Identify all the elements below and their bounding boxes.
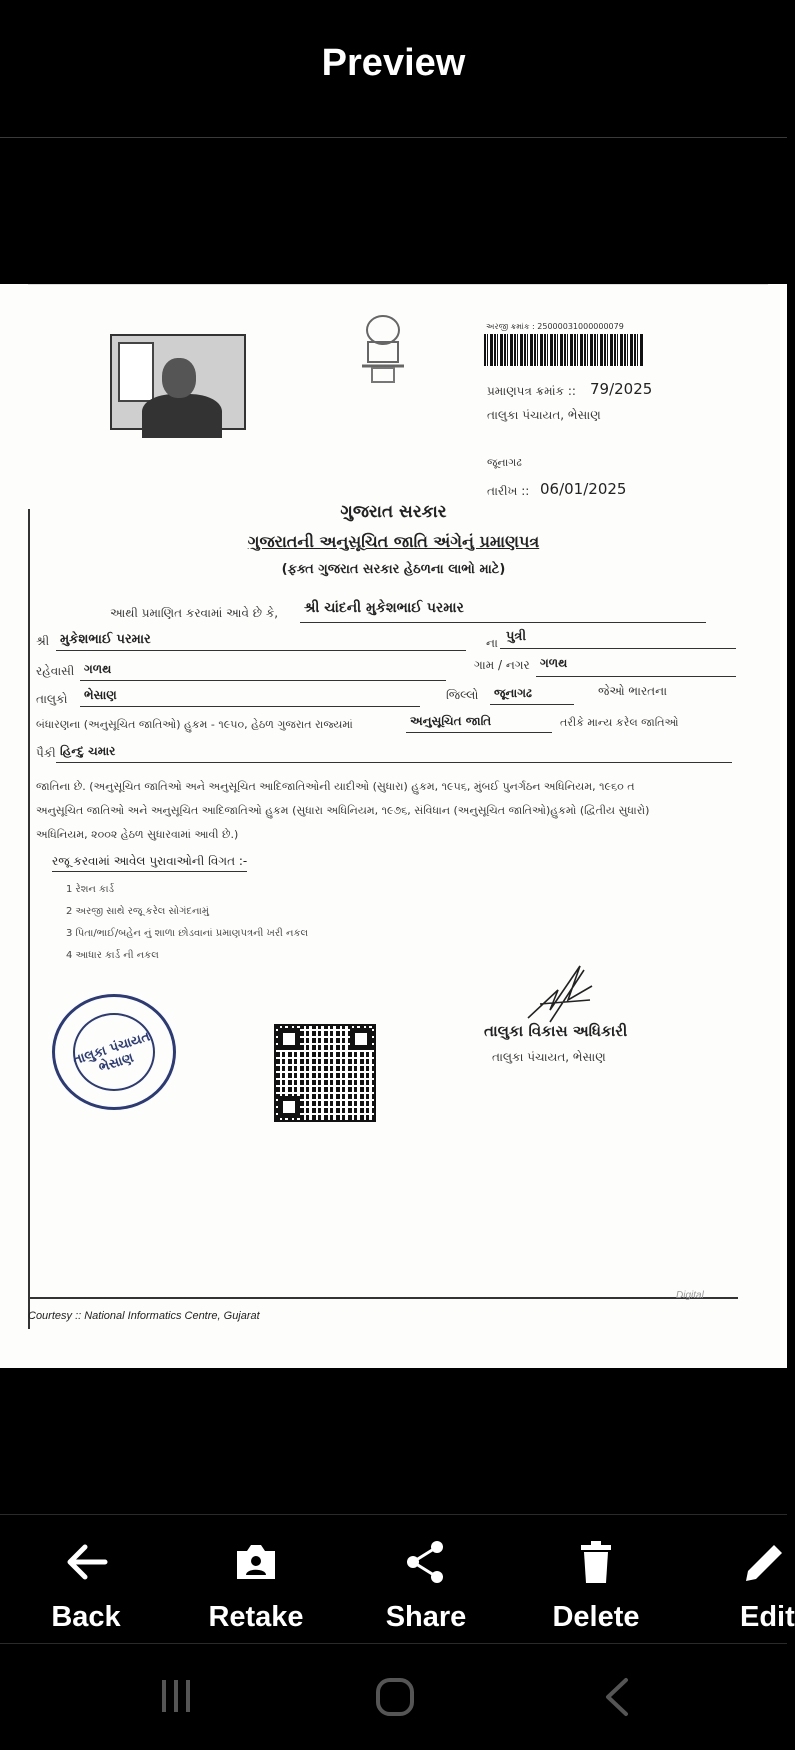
father-name: મુકેશભાઈ પરમાર	[60, 632, 151, 647]
doc-top-edge	[28, 284, 768, 285]
caste: હિન્દુ ચમાર	[60, 744, 116, 758]
nav-back-icon[interactable]	[598, 1676, 634, 1718]
certificate-title: ગુજરાતની અનુસૂચિત જાતિ અંગેનું પ્રમાણપત્ર	[247, 532, 540, 551]
seal-text: તાલુકા પંચાયત ભેસાણ	[71, 1029, 152, 1076]
legal-text-line-1: જાતિના છે. (અનુસૂચિત જાતિઓ અને અનુસૂચિત આદિજાતિઓની યાદીઓ (સુધારા) હુકમ, ૧૯૫૬, મુંબઈ પુનર્ગઠન અધિનિયમ, ૧૯૬૦ ત	[36, 780, 635, 793]
caste-label: પૈકી	[36, 746, 56, 760]
preview-header	[0, 0, 787, 138]
shri-prefix: શ્રી	[36, 634, 50, 648]
edit-pencil-icon	[740, 1537, 790, 1587]
district-suffix: જેઓ ભારતના	[598, 684, 668, 698]
date-label: તારીખ ::	[487, 484, 530, 498]
back-label: Back	[51, 1601, 121, 1633]
evidence-item: 2 અરજી સાથે રજૂ કરેલ સોગંદનામું	[66, 906, 209, 917]
share-button[interactable]	[356, 1537, 496, 1634]
edit-button[interactable]	[696, 1537, 795, 1634]
delete-trash-icon	[571, 1537, 621, 1587]
village-label: ગામ / નગર	[474, 658, 530, 672]
courtesy-note: Courtesy :: National Informatics Centre, Gujarat	[28, 1310, 260, 1322]
edit-label: Edit	[740, 1601, 795, 1633]
constitution-text: બંધારણના (અનુસૂચિત જાતિઓ) હુકમ - ૧૯૫૦, હેઠળ ગુજરાત રાજ્યમાં	[36, 718, 353, 731]
relation: પુત્રી	[506, 629, 527, 644]
certificate-subtitle: (ફક્ત ગુજરાત સરકાર હેઠળના લાભો માટે)	[281, 562, 506, 577]
bottom-toolbar	[0, 1514, 795, 1644]
page-title: Preview	[321, 42, 466, 84]
legal-text-line-2: અનુસૂચિત જાતિઓ અને અનુસૂચિત આદિજાતિઓ હુકમ (સુધારા અધિનિયમ, ૧૯૭૬, સંવિધાન (અનુસૂચિત જાતિઓ)હુકમો (દ્વિતીય સુધારો)	[36, 804, 650, 817]
evidence-item: 4 આધાર કાર્ડ ની નકલ	[66, 950, 159, 961]
delete-label: Delete	[552, 1601, 640, 1633]
recents-icon[interactable]	[156, 1676, 196, 1716]
certificate-document	[0, 284, 787, 1368]
residence-label: રહેવાસી	[36, 664, 75, 678]
application-number: અરજી ક્રમાંક : 25000031000000079	[486, 322, 624, 331]
delete-button[interactable]	[526, 1537, 666, 1634]
digital-signature-note: Digital	[676, 1290, 704, 1301]
system-navigation-bar	[0, 1646, 787, 1750]
back-arrow-icon	[61, 1537, 111, 1587]
retake-button[interactable]	[186, 1537, 326, 1634]
issue-date: 06/01/2025	[540, 480, 627, 498]
issuer-office: તાલુકા પંચાયત, ભેસાણ	[487, 408, 601, 422]
evidence-item: 3 પિતા/ભાઈ/બહેન નું શાળા છોડવાનાં પ્રમાણપત્રની ખરી નકલ	[66, 928, 309, 939]
district-label: જિલ્લો	[446, 688, 479, 702]
evidence-heading: રજૂ કરવામાં આવેલ પુરાવાઓની વિગત :-	[52, 854, 247, 872]
village: ગળથ	[540, 656, 568, 670]
evidence-item: 1 રેશન કાર્ડ	[66, 884, 115, 895]
certificate-number-label: પ્રમાણપત્ર ક્રમાંક ::	[487, 384, 576, 398]
qr-code	[274, 1024, 376, 1122]
doc-left-border	[28, 509, 30, 1329]
signature	[520, 960, 600, 1030]
holder-name: શ્રી ચાંદની મુકેશભાઈ પરમાર	[304, 600, 464, 616]
district-heading: જૂનાગઢ	[487, 456, 522, 469]
residence: ગળથ	[84, 662, 112, 676]
government-name: ગુજરાત સરકાર	[340, 502, 447, 522]
district: જૂનાગઢ	[494, 686, 532, 700]
legal-text-line-3: અધિનિયમ, ૨૦૦૨ હેઠળ સુધારવામાં આવી છે.)	[36, 828, 239, 841]
office-seal	[52, 994, 176, 1110]
certificate-number: 79/2025	[590, 380, 653, 398]
recognised-text: તરીકે માન્ય કરેલ જાતિઓ	[560, 716, 679, 729]
signing-officer: તાલુકા વિકાસ અધિકારી	[484, 1022, 628, 1040]
relation-label: ના	[486, 636, 498, 650]
home-icon[interactable]	[374, 1676, 416, 1718]
certify-intro: આથી પ્રમાણિત કરવામાં આવે છે કે,	[110, 606, 279, 620]
taluka-label: તાલુકો	[36, 692, 68, 706]
share-label: Share	[385, 1601, 467, 1633]
retake-camera-icon	[231, 1537, 281, 1587]
back-button[interactable]	[16, 1537, 156, 1634]
officer-office: તાલુકા પંચાયત, ભેસાણ	[492, 1050, 606, 1064]
taluka: ભેસાણ	[84, 688, 117, 702]
holder-photo	[110, 334, 246, 430]
national-emblem-icon	[348, 308, 418, 398]
barcode	[484, 334, 644, 366]
retake-label: Retake	[208, 1601, 304, 1633]
share-icon	[401, 1537, 451, 1587]
category: અનુસૂચિત જાતિ	[410, 714, 492, 728]
